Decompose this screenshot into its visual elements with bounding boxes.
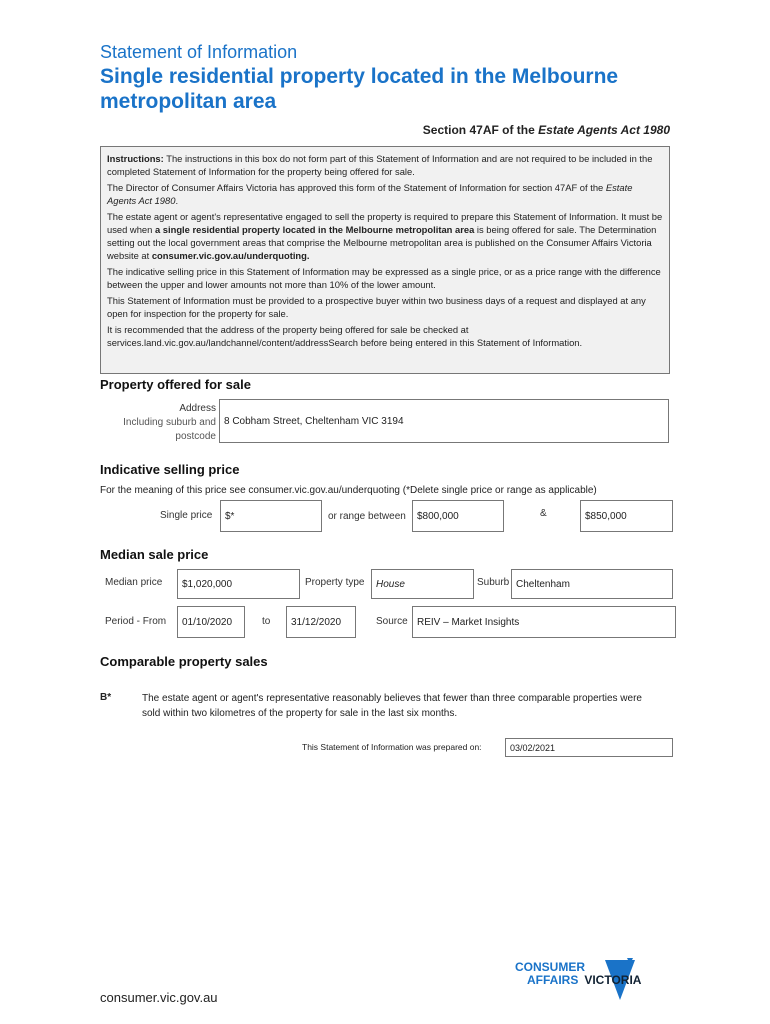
period-to-value: 31/12/2020 <box>291 616 342 628</box>
address-field[interactable] <box>219 399 669 443</box>
range-low-value: $800,000 <box>417 510 459 522</box>
instructions-p1: The instructions in this box do not form part of this Statement of Information and are not required to be included in the completed Statement of Information for the property being offered for sale. <box>107 153 653 177</box>
property-type-field[interactable] <box>371 569 474 599</box>
underquoting-link[interactable]: consumer.vic.gov.au/underquoting. <box>151 250 310 261</box>
range-label: or range between <box>328 511 406 522</box>
address-label <box>100 402 216 444</box>
instructions-p3-bold: a single residential property located in the Melbourne metropolitan area <box>154 224 475 235</box>
period-from-value: 01/10/2020 <box>182 616 233 628</box>
comparable-marker: B* <box>100 692 112 703</box>
logo-line2: AFFAIRS <box>527 973 579 987</box>
instructions-p3b: is being offered for sale. The Determination setting out the local government areas that comprise the Melbourne metropolitan area is published on the Consumer Affairs Victoria website at <box>107 224 657 261</box>
address-label-2: Including suburb and <box>123 417 216 428</box>
source-field[interactable] <box>412 606 676 638</box>
median-price-label: Median price <box>105 577 163 588</box>
section-reference <box>423 123 670 137</box>
instructions-heading: Instructions: <box>107 153 164 164</box>
median-price-value: $1,020,000 <box>182 578 233 590</box>
instructions-p6: It is recommended that the address of the property being offered for sale be checked at services.land.vic.gov.au/landchannel/content/addressSearch before being entered in this Statement of Information. <box>107 324 583 348</box>
comparable-text: The estate agent or agent's representative reasonably believes that fewer than three comparable properties were sold within two kilometres of the property for sale in the last six months. <box>142 693 642 719</box>
logo-lines <box>515 974 641 987</box>
single-price-field[interactable] <box>220 500 322 532</box>
instructions-p2b: . <box>175 195 179 206</box>
address-label-3: postcode <box>175 431 216 442</box>
range-amp: & <box>540 508 547 519</box>
single-price-value: $* <box>225 510 235 522</box>
period-label: Period - From <box>105 616 167 627</box>
logo-line3: VICTORIA <box>584 973 642 987</box>
range-high-value: $850,000 <box>585 510 627 522</box>
period-to-label: to <box>262 616 271 627</box>
footer-url[interactable]: consumer.vic.gov.au <box>100 990 218 1005</box>
address-value: 8 Cobham Street, Cheltenham VIC 3194 <box>224 415 404 427</box>
source-label: Source <box>376 616 408 627</box>
instructions-p4: The indicative selling price in this Statement of Information may be expressed as a single price, or as a price range with the difference between the upper and lower amounts not more than 10% of the lower amount. <box>107 266 661 290</box>
instructions-p5: This Statement of Information must be provided to a prospective buyer within two business days of a request and displayed at any open for inspection for the property for sale. <box>107 295 646 319</box>
suburb-label: Suburb <box>477 577 510 588</box>
period-to-field[interactable] <box>286 606 356 638</box>
instructions-box <box>100 146 670 374</box>
logo-text <box>515 961 641 987</box>
doc-title: Single residential property located in the Melbourne metropolitan area <box>100 65 619 113</box>
cav-logo <box>515 958 675 1008</box>
instructions-p2-act: Estate Agents Act 1980 <box>107 182 633 206</box>
single-price-label: Single price <box>160 510 213 521</box>
price-heading: Indicative selling price <box>100 462 240 477</box>
comparable-heading: Comparable property sales <box>100 654 268 669</box>
prepared-label: This Statement of Information was prepared on: <box>302 742 482 752</box>
median-heading: Median sale price <box>100 547 209 562</box>
source-value: REIV – Market Insights <box>417 616 520 628</box>
instructions-p3a: The estate agent or agent's representative engaged to sell the property is required to prepare this Statement of Information. It must be used when <box>107 211 663 235</box>
range-low-field[interactable] <box>412 500 504 532</box>
logo-line1: CONSUMER <box>515 960 586 974</box>
property-type-label: Property type <box>305 577 365 588</box>
median-price-field[interactable] <box>177 569 300 599</box>
property-heading: Property offered for sale <box>100 377 251 392</box>
range-high-field[interactable] <box>580 500 673 532</box>
price-note: For the meaning of this price see consumer.vic.gov.au/underquoting (*Delete single price or range as applicable) <box>100 485 597 496</box>
prepared-date-value: 03/02/2021 <box>510 742 556 753</box>
instructions-p2a: The Director of Consumer Affairs Victoria has approved this form of the Statement of Information for section 47AF of the <box>107 182 606 193</box>
suburb-field[interactable] <box>511 569 673 599</box>
doc-header: Statement of Information <box>100 42 298 62</box>
address-label-1: Address <box>179 403 216 414</box>
period-from-field[interactable] <box>177 606 245 638</box>
prepared-date-field[interactable] <box>505 738 673 757</box>
suburb-value: Cheltenham <box>516 578 570 590</box>
section-act: Estate Agents Act 1980 <box>538 123 670 137</box>
property-type-value: House <box>376 578 405 590</box>
section-prefix: Section 47AF of the <box>422 123 539 137</box>
